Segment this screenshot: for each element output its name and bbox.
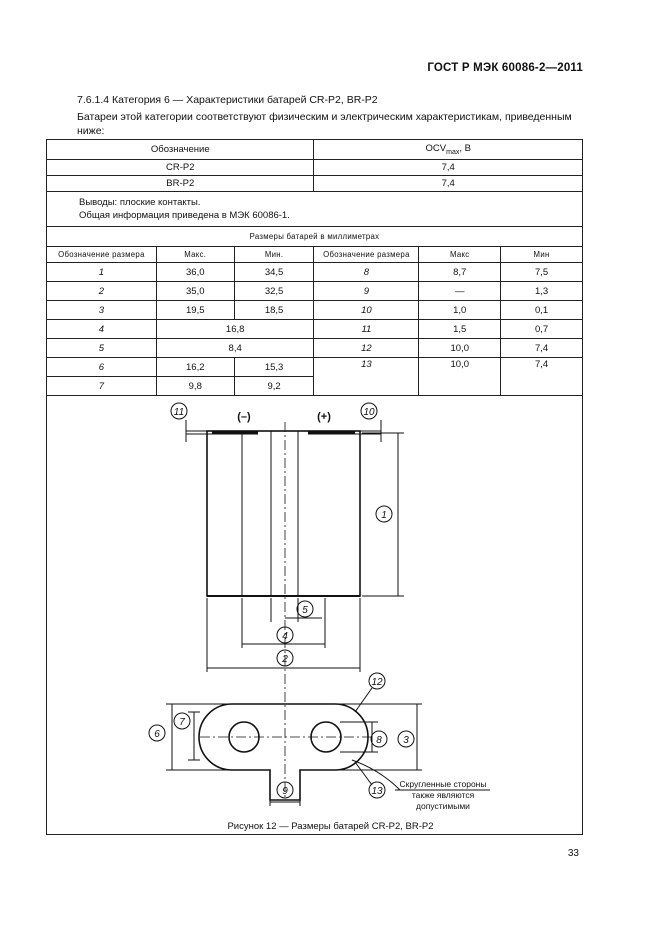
dim-min: 15,3 [234,358,314,377]
dim-max: 9,8 [156,377,234,396]
dim-id: 2 [47,282,157,301]
dim-id: 3 [47,301,157,320]
plus-label: (+) [317,411,331,423]
dim-max: 10,0 [419,358,501,396]
dims-header: Мин [501,247,583,263]
spec-row-name: CR-P2 [47,160,314,176]
dim-min: 34,5 [234,263,314,282]
dim-max: 8,7 [419,263,501,282]
dim-id: 12 [314,339,419,358]
document-header: ГОСТ Р МЭК 60086-2—2011 [427,62,583,74]
dims-header: Макс [419,247,501,263]
note-line-1: Скругленные стороны [399,779,487,789]
spec-row-ocv: 7,4 [314,160,583,176]
dim-min: 7,5 [501,263,583,282]
dim-id: 7 [47,377,157,396]
dim-id: 9 [314,282,419,301]
label-5: 5 [302,605,308,616]
dim-id: 8 [314,263,419,282]
label-2: 2 [282,654,288,665]
label-12: 12 [371,677,383,688]
dim-max: 1,0 [419,301,501,320]
dim-min: 7,4 [501,358,583,396]
header-ocv: $OCV_{max}$, В [314,140,583,160]
label-8: 8 [376,735,382,746]
label-11: 11 [173,407,185,418]
dim-id: 13 [314,358,419,396]
note-line: Выводы: плоские контакты. [79,197,201,208]
minus-label: (–) [237,411,251,423]
dim-min: 9,2 [234,377,314,396]
label-3: 3 [403,735,409,746]
dims-title: Размеры батарей в миллиметрах [47,227,583,247]
dim-id: 5 [47,339,157,358]
intro-paragraph: Батареи этой категории соответствуют физическим и электрическим характеристикам, приведенным ниже: [77,111,572,137]
section-title: 7.6.1.4 Категория 6 — Характеристики батарей CR-P2, BR-P2 [77,94,378,106]
dim-max: 19,5 [156,301,234,320]
label-1: 1 [381,510,387,521]
header-designation: Обозначение [47,140,314,160]
figure-caption: Рисунок 12 — Размеры батарей CR-P2, BR-P2 [227,821,434,832]
dim-id: 10 [314,301,419,320]
note-line: Общая информация приведена в МЭК 60086-1. [79,210,290,221]
dim-max: — [419,282,501,301]
dims-header: Обозначение размера [47,247,157,263]
label-10: 10 [363,407,375,418]
dim-id: 6 [47,358,157,377]
dim-max: 1,5 [419,320,501,339]
dim-min: 7,4 [501,339,583,358]
note-line-2: также являются [411,790,475,800]
leader-13 [355,762,372,785]
dim-min: 0,1 [501,301,583,320]
label-4: 4 [282,631,288,642]
note-line-3: допустимыми [416,801,470,811]
dims-header: Мин. [234,247,314,263]
dims-header: Обозначение размера [314,247,419,263]
label-9: 9 [282,786,288,797]
label-7: 7 [179,717,185,728]
dim-value: 16,8 [156,320,314,339]
dim-id: 4 [47,320,157,339]
label-6: 6 [154,729,160,740]
leader-12 [355,688,372,712]
label-13: 13 [371,786,383,797]
spec-row-name: BR-P2 [47,176,314,192]
dims-header: Макс. [156,247,234,263]
page-number: 33 [567,848,579,859]
dim-min: 0,7 [501,320,583,339]
battery-body-outline [207,431,360,596]
dim-id: 11 [314,320,419,339]
dim-id: 1 [47,263,157,282]
spec-row-ocv: 7,4 [314,176,583,192]
dim-value: 8,4 [156,339,314,358]
dim-min: 18,5 [234,301,314,320]
dim-max: 36,0 [156,263,234,282]
dim-max: 10,0 [419,339,501,358]
dim-min: 1,3 [501,282,583,301]
dim-max: 35,0 [156,282,234,301]
dim-max: 16,2 [156,358,234,377]
dim-min: 32,5 [234,282,314,301]
